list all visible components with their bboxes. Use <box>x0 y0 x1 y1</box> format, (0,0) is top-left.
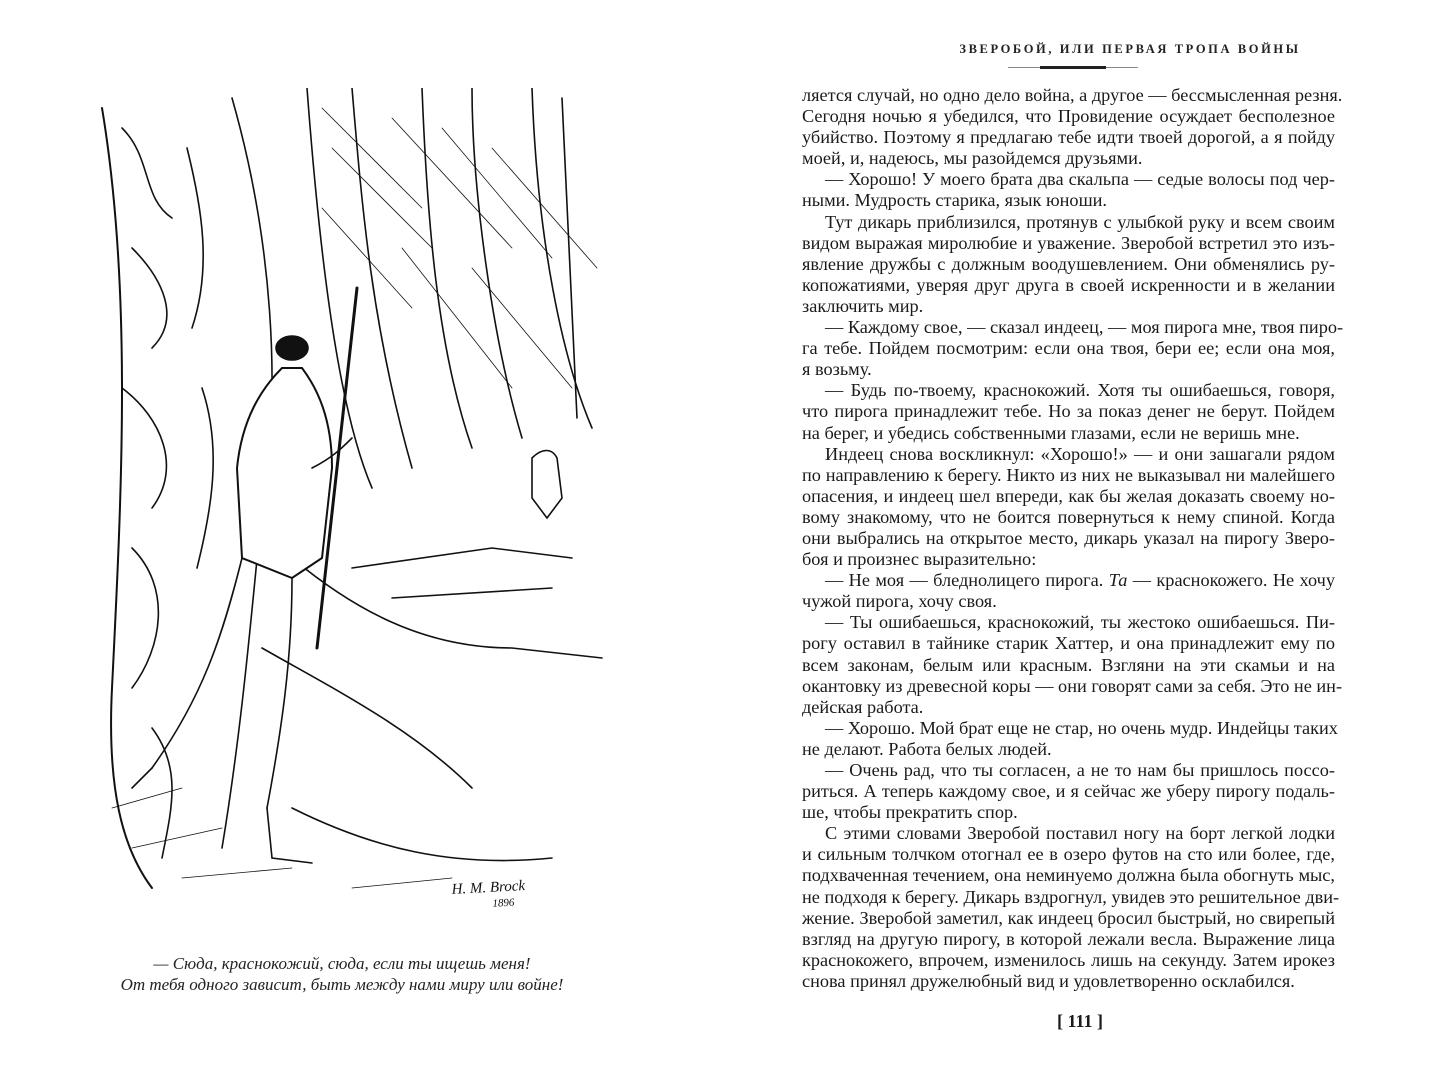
text-line: Сегодня ночью я убедился, что Провидение осуждает бесполезное <box>802 106 1335 127</box>
text-line: — Очень рад, что ты согласен, а не то нам бы пришлось поссо- <box>825 760 1335 780</box>
body-text <box>802 85 1344 992</box>
forest-illustration <box>92 88 604 918</box>
text-line: по направлению к берегу. Никто из них не выказывал ни малейшего <box>802 464 1335 485</box>
text-line: они выбрались на открытое место, дикарь указал на пирогу Зверо- <box>802 527 1335 548</box>
text-line: ляется случай, но одно дело война, а другое — бессмысленная резня. <box>802 85 1343 105</box>
text-line: что пирога принадлежит тебе. Но за показ денег не берут. Пойдем <box>802 401 1335 422</box>
text-line: снова принял дружелюбный вид и удовлетворенно осклабился. <box>802 970 1295 991</box>
text-line: риться. А теперь каждому свое, и я сейчас же уберу пирогу подаль- <box>802 781 1335 802</box>
text-line: опасения, и индеец шел впереди, как бы желая доказать своему но- <box>802 485 1335 506</box>
head-rule-accent <box>1040 66 1106 69</box>
text-line: — Ты ошибаешься, краснокожий, ты жестоко ошибаешься. Пи- <box>825 612 1335 633</box>
text-line: вому знакомому, что не боится повернуться к нему спиной. Когда <box>802 506 1335 527</box>
text-line <box>802 570 1335 591</box>
text-line: я возьму. <box>802 359 872 380</box>
text-line: чужой пирога, хочу своя. <box>802 591 997 612</box>
text-line: копожатиями, уверяя друг друга в своей искренности и в желании <box>802 274 1335 295</box>
text-line: заключить мир. <box>802 295 924 316</box>
text-line: и сильным толчком отогнал ее в озеро футов на сто или более, где, <box>802 844 1335 865</box>
illustration-caption <box>92 953 592 995</box>
text-line: Тут дикарь приблизился, протянув с улыбкой руку и всем своим <box>825 211 1335 232</box>
text-line: краснокожего, впрочем, изменилось лишь на секунду. Затем ирокез <box>802 949 1335 970</box>
text-line: всем законам, белым или красным. Взгляни на эти скамьи и на <box>802 654 1335 675</box>
text-line: боя и произнес выразительно: <box>802 549 1037 570</box>
text-line: не подходя к берегу. Дикарь вздрогнул, увидев это решительное дви- <box>802 886 1340 907</box>
text-line: дейская работа. <box>802 696 924 717</box>
text-segment: — краснокожего. Не хочу <box>1127 570 1335 591</box>
text-line: не делают. Работа белых людей. <box>802 738 1052 759</box>
text-line: жение. Зверобой заметил, как индеец бросил быстрый, но свирепый <box>802 907 1335 928</box>
text-line: — Будь по-твоему, краснокожий. Хотя ты ошибаешься, говоря, <box>825 380 1335 401</box>
text-line: на берег, и убедись собственными глазами, если не веришь мне. <box>802 422 1300 443</box>
text-line: — Хорошо. Мой брат еще не стар, но очень мудр. Индейцы таких <box>825 717 1338 738</box>
signature-year: 1896 <box>492 896 515 910</box>
text-line: рогу оставил в тайнике старик Хаттер, и она принадлежит ему по <box>802 633 1335 654</box>
page-number: [ 111 ] <box>1056 1011 1103 1031</box>
text-line: ными. Мудрость старика, язык юноши. <box>802 190 1107 211</box>
text-line: видом выражая миролюбие и уважение. Зверобой встретил это изъ- <box>802 232 1335 253</box>
text-line: убийство. Поэтому я предлагаю тебе идти твоей дорогой, а я пойду <box>802 127 1335 148</box>
text-line: га тебе. Пойдем посмотрим: если она твоя, бери ее; если она моя, <box>802 338 1335 359</box>
caption-line-2: От тебя одного зависит, быть между нами миру или войне! <box>120 975 564 994</box>
text-line: Индеец снова воскликнул: «Хорошо!» — и они зашагали рядом <box>825 443 1335 464</box>
signature-name: H. M. Brock <box>451 878 526 898</box>
text-line: ше, чтобы прекратить спор. <box>802 802 1018 823</box>
running-head: ЗВЕРОБОЙ, ИЛИ ПЕРВАЯ ТРОПА ВОЙНЫ <box>959 42 1301 56</box>
text-line: явление дружбы с должным воодушевлением. Они обменялись ру- <box>802 253 1335 274</box>
right-page <box>720 0 1440 1080</box>
text-segment: — Не моя — бледнолицего пирога. <box>825 570 1109 591</box>
caption-line-1: — Сюда, краснокожий, сюда, если ты ищешь меня! <box>153 954 531 973</box>
text-line: — Каждому свое, — сказал индеец, — моя пирога мне, твоя пиро- <box>825 317 1344 338</box>
text-line: моей, и, надеюсь, мы разойдемся друзьями. <box>802 148 1143 169</box>
text-line: взгляд на другую пирогу, в которой лежали весла. Выражение лица <box>802 928 1335 949</box>
artist-signature <box>451 878 526 914</box>
text-line: — Хорошо! У моего брата два скальпа — седые волосы под чер- <box>825 169 1335 190</box>
text-line: окантовку из древесной коры — они говорят сами за себя. Это не ин- <box>802 675 1343 696</box>
text-line: С этими словами Зверобой поставил ногу на борт легкой лодки <box>825 823 1335 844</box>
text-line: подхваченная течением, она неминуемо должна была обогнуть мыс, <box>802 865 1335 886</box>
italic-word: Та <box>1108 570 1128 591</box>
